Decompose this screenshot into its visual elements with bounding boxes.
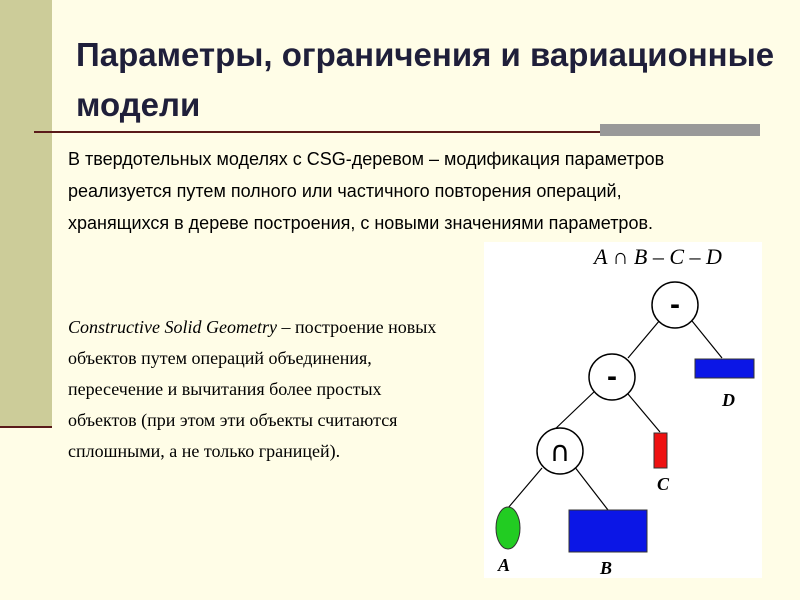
shape-c: [654, 433, 667, 468]
slide-title: Параметры, ограничения и вариационные модели: [76, 36, 775, 123]
csg-description: – построение новых объектов путем операций объединения, пересечение и вычитания более простых объектов (при этом эти объекты считаются сплошными, а не только границей).: [68, 317, 437, 461]
edge-mid-c: [628, 394, 660, 432]
op-mid-symbol: -: [607, 360, 617, 393]
edge-bottom-b: [574, 466, 608, 510]
op-root-symbol: -: [670, 288, 680, 321]
edge-root-d: [688, 316, 722, 358]
intro-paragraph: В твердотельных моделях с CSG-деревом – модификация параметров реализуется путем полного или частичного повторения операций, хранящихся в дереве построения, с новыми значениями параметров.: [68, 149, 665, 233]
csg-term: Constructive Solid Geometry: [68, 317, 277, 337]
shape-d: [695, 359, 754, 378]
label-d: D: [722, 390, 735, 410]
label-c: C: [657, 474, 670, 494]
label-a: A: [498, 555, 511, 575]
tree-formula: A ∩ B – C – D: [594, 244, 722, 269]
op-bottom-symbol: ∩: [549, 435, 571, 468]
edge-mid-bottom: [552, 390, 596, 432]
shape-a: [496, 507, 520, 549]
shape-b: [569, 510, 647, 552]
label-b: B: [600, 558, 613, 578]
edge-bottom-a: [508, 468, 542, 508]
edge-root-mid: [628, 320, 660, 358]
